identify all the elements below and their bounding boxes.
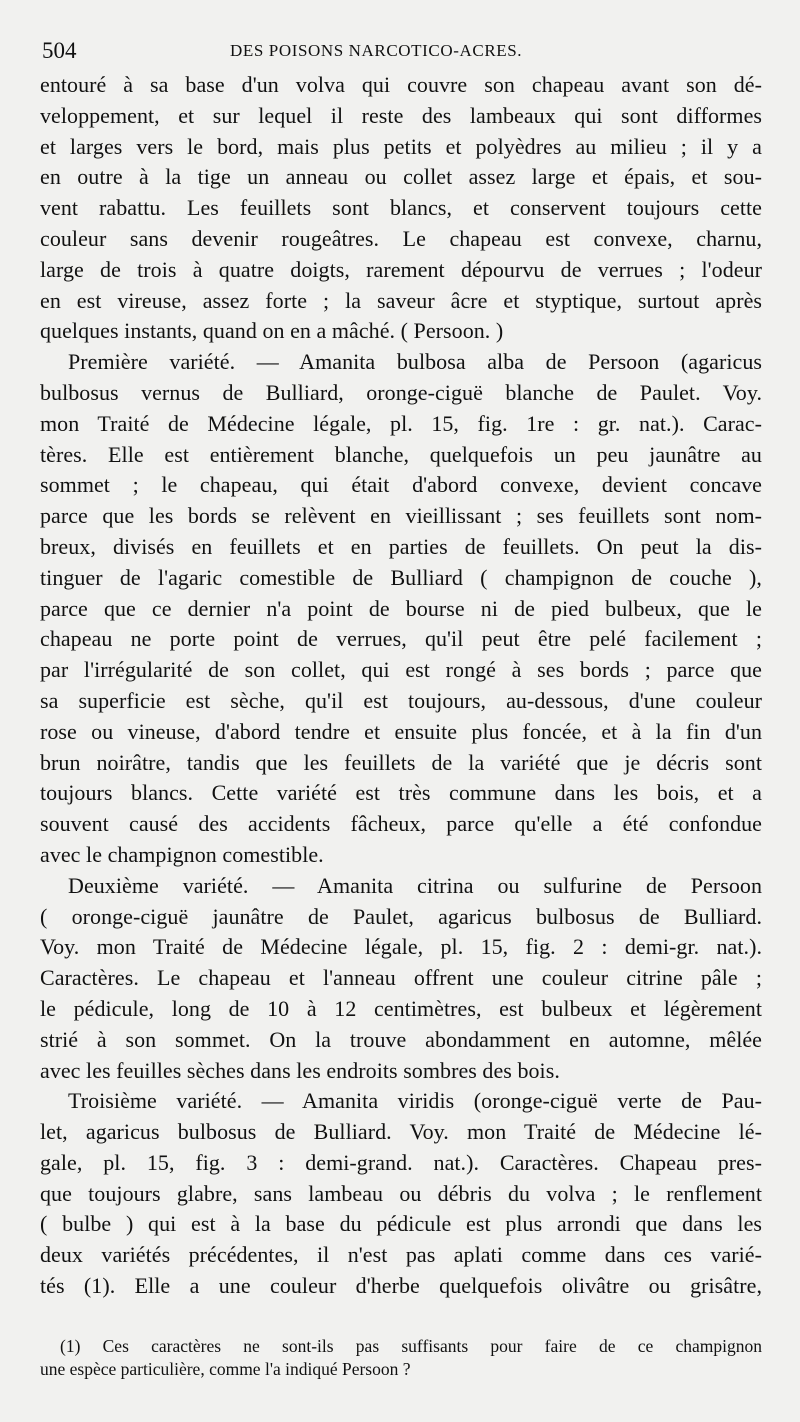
text-line: breux, divisés en feuillets et en parties de feuillets. On peut la dis- [40,533,762,559]
text-line: deux variétés précédentes, il n'est pas aplati comme dans ces varié- [40,1242,762,1268]
text-line: Troisième variété. — Amanita viridis (oronge-ciguë verte de Pau- [68,1088,762,1114]
text-line: brun noirâtre, tandis que les feuillets de la variété que je décris sont [40,749,762,775]
text-line: en est vireuse, assez forte ; la saveur âcre et styptique, surtout après [40,287,762,313]
text-line: let, agaricus bulbosus de Bulliard. Voy. mon Traité de Médecine lé- [40,1119,762,1145]
text-line: veloppement, et sur lequel il reste des lambeaux qui sont difformes [40,102,762,128]
footnote-line: (1) Ces caractères ne sont-ils pas suffisants pour faire de ce champignon [60,1336,762,1356]
text-line: entouré à sa base d'un volva qui couvre son chapeau avant son dé- [40,72,762,97]
text-line: sommet ; le chapeau, qui était d'abord convexe, devient concave [40,472,762,498]
text-line: strié à son sommet. On la trouve abondamment en automne, mêlée [40,1026,762,1052]
text-line: bulbosus vernus de Bulliard, oronge-ciguë blanche de Paulet. Voy. [40,379,762,405]
text-line: en outre à la tige un anneau ou collet assez large et épais, et sou- [40,164,762,190]
text-line: sa superficie est sèche, qu'il est toujours, au-dessous, d'une couleur [40,687,762,713]
text-line: que toujours glabre, sans lambeau ou débris du volva ; le renflement [40,1180,762,1206]
running-title: DES POISONS NARCOTICO-ACRES. [230,41,523,60]
text-line: souvent causé des accidents fâcheux, parce qu'elle a été confondue [40,811,762,837]
text-line: et larges vers le bord, mais plus petits et polyèdres au milieu ; il y a [40,133,762,159]
text-line: tinguer de l'agaric comestible de Bulliard ( champignon de couche ), [40,564,762,590]
text-line: mon Traité de Médecine légale, pl. 15, fig. 1re : gr. nat.). Carac- [40,410,762,436]
text-line: tés (1). Elle a une couleur d'herbe quelquefois olivâtre ou grisâtre, [40,1273,762,1299]
body-text [40,70,762,1302]
text-line: vent rabattu. Les feuillets sont blancs, et conservent toujours cette [40,195,762,221]
text-line: chapeau ne porte point de verrues, qu'il peut être pelé facilement ; [40,626,762,652]
text-line: Voy. mon Traité de Médecine légale, pl. 15, fig. 2 : demi-gr. nat.). [40,934,762,960]
text-line: ( oronge-ciguë jaunâtre de Paulet, agaricus bulbosus de Bulliard. [40,903,762,929]
footnote-line: une espèce particulière, comme l'a indiqué Persoon ? [40,1359,411,1379]
text-line: parce que les bords se relèvent en vieillissant ; ses feuillets sont nom- [40,503,762,529]
text-line: ( bulbe ) qui est à la base du pédicule est plus arrondi que dans les [40,1211,762,1237]
page-number: 504 [42,38,77,63]
text-line: large de trois à quatre doigts, rarement dépourvu de verrues ; l'odeur [40,256,762,282]
text-line: quelques instants, quand on en a mâché. ( Persoon. ) [40,318,504,344]
text-line: le pédicule, long de 10 à 12 centimètres, est bulbeux et légèrement [40,995,762,1021]
text-line: gale, pl. 15, fig. 3 : demi-grand. nat.). Caractères. Chapeau pres- [40,1149,762,1175]
text-line: Deuxième variété. — Amanita citrina ou sulfurine de Persoon [68,872,762,898]
text-line: par l'irrégularité de son collet, qui est rongé à ses bords ; parce que [40,657,762,683]
text-line: couleur sans devenir rougeâtres. Le chapeau est convexe, charnu, [40,225,762,251]
page-header [40,38,760,66]
text-line: parce que ce dernier n'a point de bourse ni de pied bulbeux, que le [40,595,762,621]
text-line: toujours blancs. Cette variété est très commune dans les bois, et a [40,780,762,806]
text-line: avec le champignon comestible. [40,841,324,867]
text-line: Caractères. Le chapeau et l'anneau offrent une couleur citrine pâle ; [40,965,762,991]
text-line: avec les feuilles sèches dans les endroits sombres des bois. [40,1057,560,1083]
text-line: Première variété. — Amanita bulbosa alba de Persoon (agaricus [68,349,762,375]
text-line: tères. Elle est entièrement blanche, quelquefois un peu jaunâtre au [40,441,762,467]
text-line: rose ou vineuse, d'abord tendre et ensuite plus foncée, et à la fin d'un [40,718,762,744]
footnotes [40,1335,762,1381]
